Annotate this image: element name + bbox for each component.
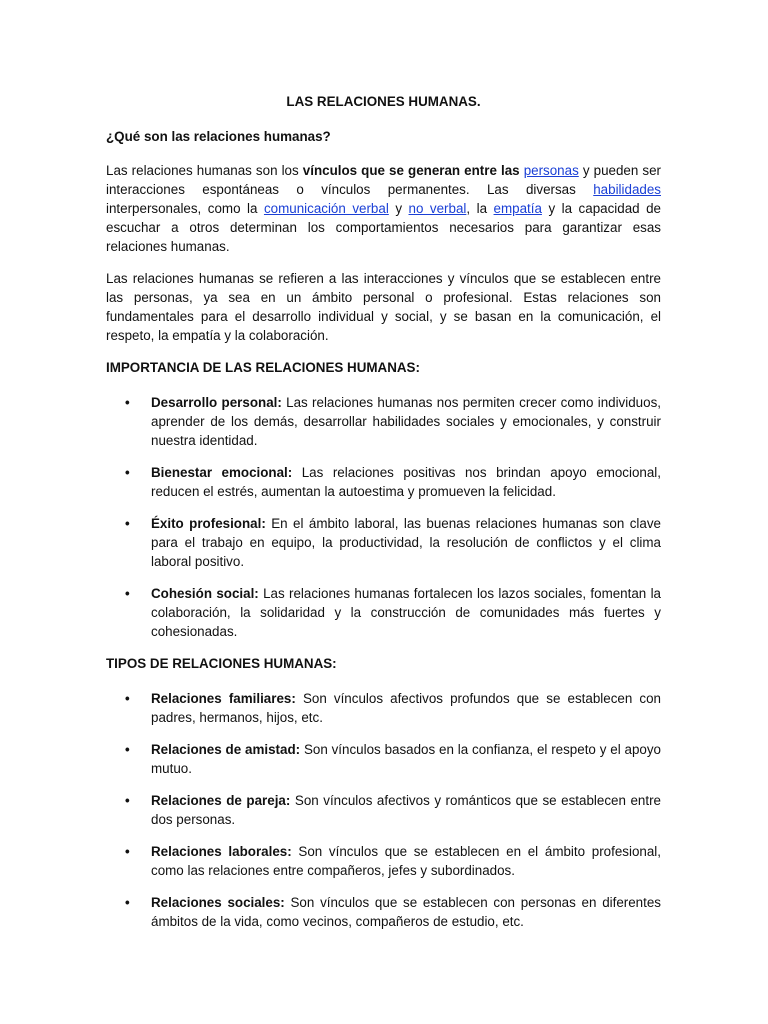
item-term: Relaciones familiares:: [151, 691, 296, 706]
bullet-icon: •: [125, 395, 130, 410]
item-text: Las relaciones humanas nos permiten crecer como individuos, aprender de los demás, desarrollar habilidades sociales y emocionales, y construir nuestra identidad.: [151, 395, 661, 448]
bullet-icon: •: [125, 691, 130, 706]
bullet-icon: •: [125, 742, 130, 757]
list-item: [106, 584, 661, 641]
bullet-icon: •: [125, 586, 130, 601]
item-term: Cohesión social:: [151, 586, 259, 601]
item-text: Las relaciones humanas fortalecen los lazos sociales, fomentan la colaboración, la solidaridad y la construcción de comunidades más fuertes y cohesionadas.: [151, 586, 661, 639]
document-content: [106, 92, 661, 944]
bullet-icon: •: [125, 516, 130, 531]
text-run: y la capacidad de escuchar a otros determinan los comportamientos necesarios para garantizar esas relaciones humanas.: [106, 201, 662, 254]
list-item: [106, 842, 661, 880]
item-text: Son vínculos afectivos y románticos que se establecen entre dos personas.: [151, 793, 662, 827]
text-run: Las relaciones humanas son los: [106, 163, 303, 178]
item-text: Las relaciones positivas nos brindan apoyo emocional, reducen el estrés, aumentan la autoestima y promueven la felicidad.: [151, 465, 661, 499]
link-personas[interactable]: personas: [523, 163, 579, 178]
bullet-icon: •: [125, 895, 130, 910]
paragraph-description: Las relaciones humanas se refieren a las interacciones y vínculos que se establecen entre las personas, ya sea en un ámbito personal o profesional. Estas relaciones son fundamentales para el desarrollo individual y social, y se basan en la comunicación, el respeto, la empatía y la colaboración.: [106, 271, 661, 343]
item-term: Relaciones sociales:: [151, 895, 285, 910]
item-term: Relaciones de pareja:: [151, 793, 291, 808]
bullet-icon: •: [125, 465, 130, 480]
link-no-verbal[interactable]: no verbal: [408, 201, 467, 216]
types-list: [106, 689, 661, 931]
link-habilidades[interactable]: habilidades: [593, 182, 661, 197]
text-run: , la: [466, 201, 494, 216]
item-term: Relaciones laborales:: [151, 844, 292, 859]
item-text: Son vínculos que se establecen en el ámbito profesional, como las relaciones entre compañeros, jefes y subordinados.: [151, 844, 661, 878]
text-run: y: [388, 201, 409, 216]
item-text: Son vínculos que se establecen con personas en diferentes ámbitos de la vida, como vecinos, compañeros de estudio, etc.: [151, 895, 661, 929]
question-heading: ¿Qué son las relaciones humanas?: [106, 129, 331, 144]
item-term: Éxito profesional:: [151, 516, 266, 531]
item-term: Relaciones de amistad:: [151, 742, 301, 757]
item-text: En el ámbito laboral, las buenas relaciones humanas son clave para el trabajo en equipo, la productividad, la resolución de conflictos y el clima laboral positivo.: [151, 516, 661, 569]
text-run: y pueden ser interacciones espontáneas o vínculos permanentes. Las diversas: [106, 163, 661, 197]
list-item: [106, 393, 661, 450]
list-item: [106, 791, 661, 829]
bullet-icon: •: [125, 844, 130, 859]
list-item: [106, 689, 661, 727]
text-run: interpersonales, como la: [106, 201, 264, 216]
list-item: [106, 740, 661, 778]
item-term: Desarrollo personal:: [151, 395, 282, 410]
link-empatia[interactable]: empatía: [493, 201, 542, 216]
importance-heading: IMPORTANCIA DE LAS RELACIONES HUMANAS:: [106, 360, 420, 375]
item-text: Son vínculos basados en la confianza, el respeto y el apoyo mutuo.: [151, 742, 662, 776]
bullet-icon: •: [125, 793, 130, 808]
document-title: LAS RELACIONES HUMANAS.: [286, 94, 481, 109]
link-comunicacion-verbal[interactable]: comunicación verbal: [263, 201, 389, 216]
item-text: Son vínculos afectivos profundos que se establecen con padres, hermanos, hijos, etc.: [151, 691, 661, 725]
item-term: Bienestar emocional:: [151, 465, 293, 480]
list-item: [106, 463, 661, 501]
types-heading: TIPOS DE RELACIONES HUMANAS:: [106, 656, 337, 671]
paragraph-definition: [106, 161, 661, 256]
bold-text-run: vínculos que se generan entre las: [302, 163, 520, 178]
list-item: [106, 514, 661, 571]
importance-list: [106, 393, 661, 641]
list-item: [106, 893, 661, 931]
